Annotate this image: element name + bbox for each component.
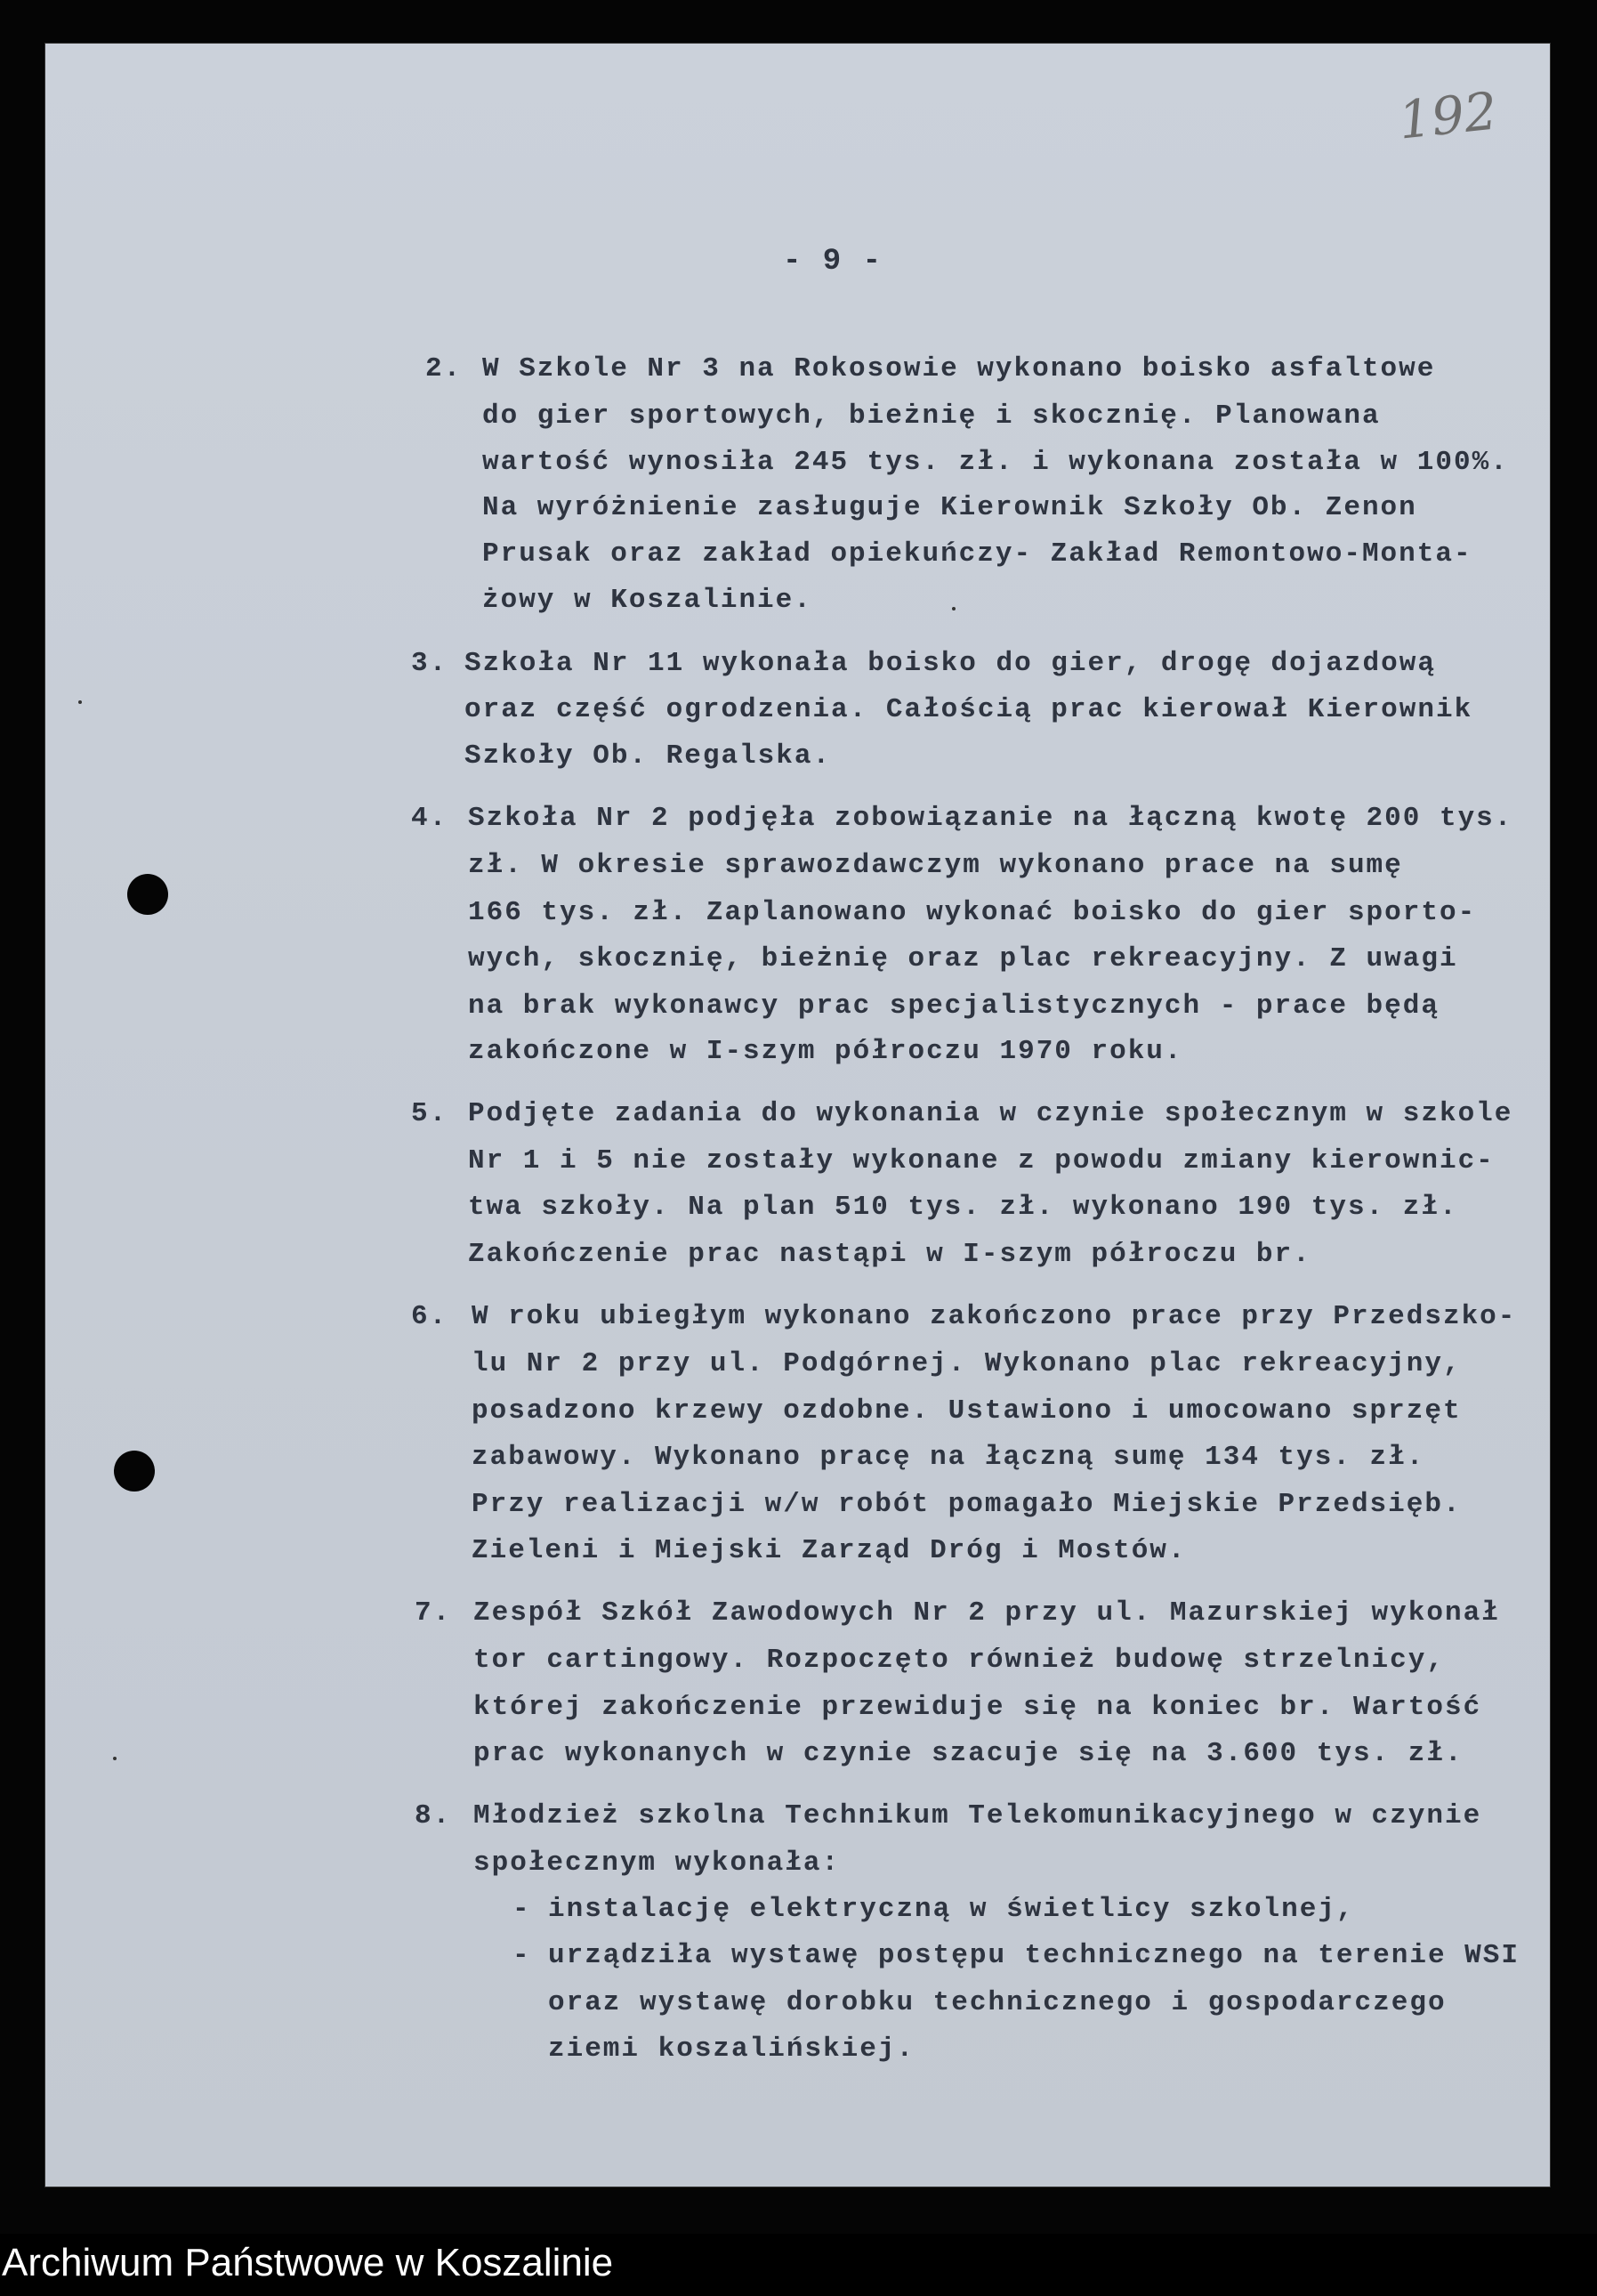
item-line: Przy realizacji w/w robót pomagało Miejskie Przedsięb. — [472, 1489, 1462, 1520]
item-line: Podjęte zadania do wykonania w czynie społecznym w szkole — [468, 1098, 1513, 1129]
item-line: której zakończenie przewiduje się na koniec br. Wartość — [473, 1692, 1482, 1723]
item-number: 8. — [415, 1800, 452, 1831]
handwritten-page-number: 192 — [1395, 80, 1500, 151]
item-line: wych, skocznię, bieżnię oraz plac rekreacyjny. Z uwagi — [468, 943, 1458, 974]
item-number: 7. — [415, 1597, 452, 1629]
item-line: Zespół Szkół Zawodowych Nr 2 przy ul. Mazurskiej wykonał — [473, 1597, 1500, 1629]
item-line: zabawowy. Wykonano pracę na łączną sumę 134 tys. zł. — [472, 1442, 1425, 1473]
item-number: 4. — [411, 803, 448, 834]
item-line: lu Nr 2 przy ul. Podgórnej. Wykonano plac rekreacyjny, — [472, 1348, 1462, 1379]
bullet-line: urządziła wystawę postępu technicznego na terenie WSI — [548, 1940, 1520, 1971]
item-line: Szkoła Nr 11 wykonała boisko do gier, drogę dojazdową — [464, 648, 1436, 679]
item-line: W Szkole Nr 3 na Rokosowie wykonano boisko asfaltowe — [482, 353, 1436, 384]
paper-speck — [952, 607, 956, 610]
item-number: 3. — [411, 648, 448, 679]
bullet-dash: - — [512, 1894, 531, 1925]
item-number: 5. — [411, 1098, 448, 1129]
item-line: Na wyróżnienie zasługuje Kierownik Szkoły Ob. Zenon — [482, 492, 1417, 523]
item-line: tor cartingowy. Rozpoczęto również budowę strzelnicy, — [473, 1645, 1445, 1676]
item-line: twa szkoły. Na plan 510 tys. zł. wykonano 190 tys. zł. — [468, 1192, 1458, 1223]
item-line: W roku ubiegłym wykonano zakończono prace przy Przedszko- — [472, 1301, 1517, 1332]
item-line: Młodzież szkolna Technikum Telekomunikacyjnego w czynie — [473, 1800, 1482, 1831]
item-line: prac wykonanych w czynie szacuje się na 3.600 tys. zł. — [473, 1738, 1464, 1769]
item-line: do gier sportowych, bieżnię i skocznię. Planowana — [482, 400, 1381, 432]
paper-speck — [113, 1757, 117, 1760]
punch-hole-top — [127, 874, 168, 915]
item-line: żowy w Koszalinie. — [482, 585, 812, 616]
page-marker: - 9 - — [783, 245, 883, 279]
item-line: 166 tys. zł. Zaplanowano wykonać boisko do gier sporto- — [468, 897, 1477, 928]
item-line: Szkoły Ob. Regalska. — [464, 740, 832, 772]
bullet-line: oraz wystawę dorobku technicznego i gospodarczego — [548, 1987, 1447, 2018]
item-line: wartość wynosiła 245 tys. zł. i wykonana została w 100%. — [482, 447, 1509, 478]
item-line: posadzono krzewy ozdobne. Ustawiono i umocowano sprzęt — [472, 1395, 1462, 1427]
item-line: Nr 1 i 5 nie zostały wykonane z powodu zmiany kierownic- — [468, 1145, 1495, 1176]
bullet-line: ziemi koszalińskiej. — [548, 2033, 915, 2065]
item-line: zł. W okresie sprawozdawczym wykonano prace na sumę — [468, 850, 1403, 881]
bullet-dash: - — [512, 1940, 531, 1971]
item-line: społecznym wykonała: — [473, 1847, 841, 1879]
punch-hole-bottom — [114, 1451, 155, 1492]
item-line: na brak wykonawcy prac specjalistycznych - prace będą — [468, 990, 1440, 1022]
item-number: 2. — [425, 353, 463, 384]
archive-footer — [0, 2234, 1597, 2296]
item-line: Zakończenie prac nastąpi w I-szym półroczu br. — [468, 1239, 1311, 1270]
item-line: oraz część ogrodzenia. Całością prac kierował Kierownik — [464, 694, 1473, 725]
paper-speck — [78, 700, 82, 704]
item-number: 6. — [411, 1301, 448, 1332]
archive-label: Archiwum Państwowe w Koszalinie — [2, 2241, 614, 2284]
item-line: Szkoła Nr 2 podjęła zobowiązanie na łączną kwotę 200 tys. — [468, 803, 1513, 834]
item-line: Prusak oraz zakład opiekuńczy- Zakład Remontowo-Monta- — [482, 538, 1472, 570]
item-line: zakończone w I-szym półroczu 1970 roku. — [468, 1036, 1183, 1067]
item-line: Zieleni i Miejski Zarząd Dróg i Mostów. — [472, 1535, 1187, 1566]
bullet-line: instalację elektryczną w świetlicy szkolnej, — [548, 1894, 1355, 1925]
